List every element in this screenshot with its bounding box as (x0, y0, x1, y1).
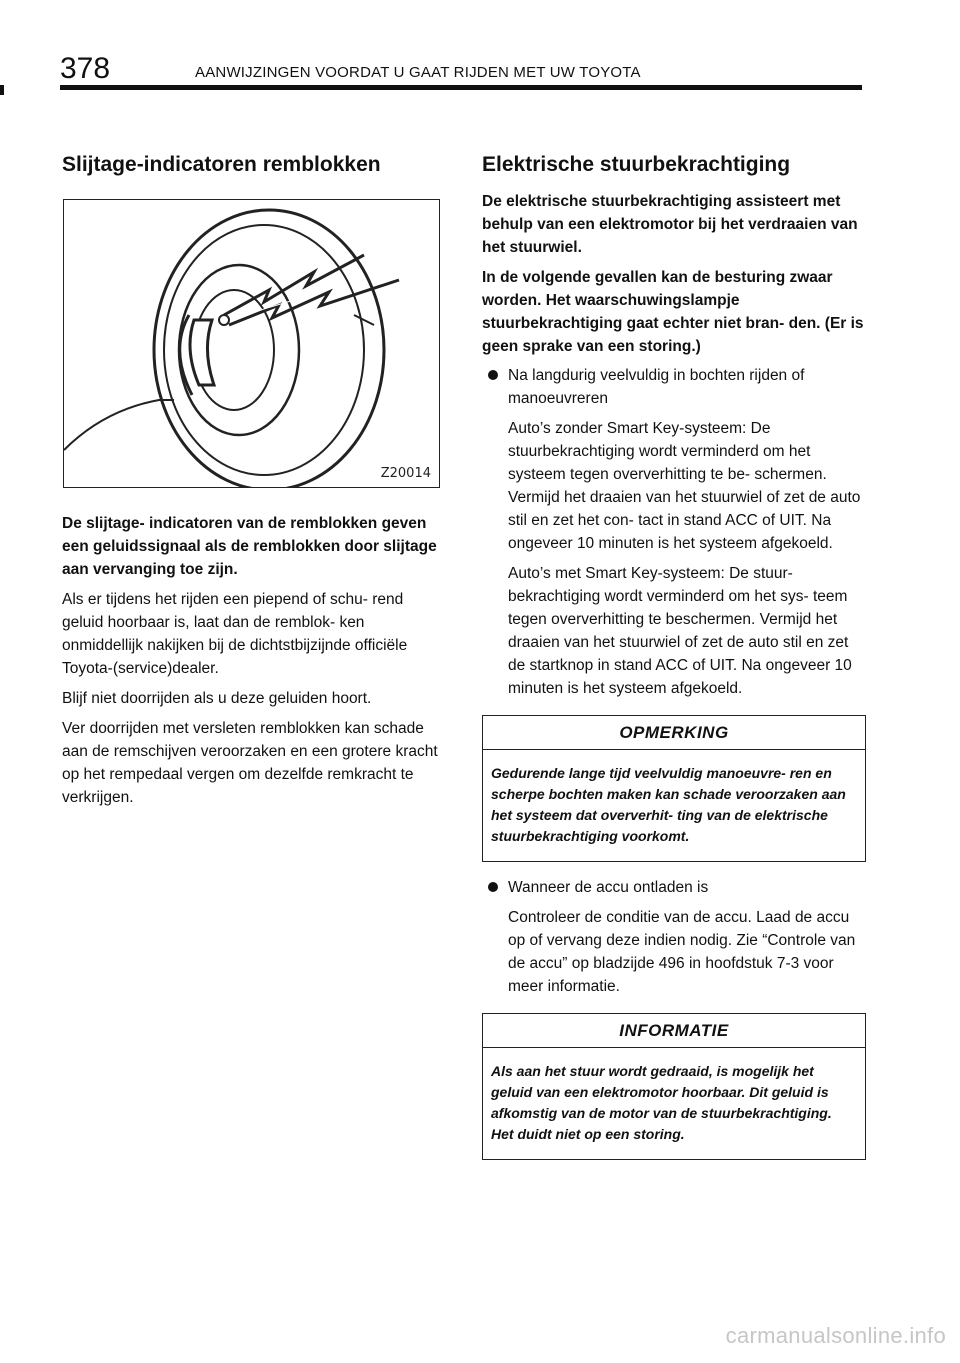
info-title: INFORMATIE (483, 1014, 865, 1048)
paragraph: Blijf niet doorrijden als u deze geluiden hoort. (62, 690, 372, 707)
brake-wear-illustration (63, 199, 440, 488)
info-box (482, 1013, 866, 1160)
margin-mark (0, 85, 4, 95)
page-number: 378 (60, 52, 111, 85)
list-item (482, 364, 866, 410)
section-heading-brake-pads: Slijtage‑indicatoren remblokken (62, 153, 381, 176)
list-item-text: Na langdurig veelvuldig in bochten rijden of manoeuvreren (508, 367, 805, 407)
brake-pads-lead: De slijtage‑ indicatoren van de remblokken geven een geluidssignaal als de remblokken door slijtage aan vervanging toe zijn. (62, 515, 437, 578)
list-item-text: Wanneer de accu ontladen is (508, 879, 709, 896)
sub-paragraph: Controleer de conditie van de accu. Laad de accu op of vervang deze indien nodig. Zie “Controle van de accu” op bladzijde 496 in hoofdstuk 7‑3 voor meer informatie. (508, 909, 856, 995)
info-text: Als aan het stuur wordt gedraaid, is mogelijk het geluid van een elektromotor hoorbaar. Dit geluid is afkomstig van de motor van de stuurbekrachtiging. Het duidt niet op een storing. (491, 1063, 832, 1142)
power-steering-lead: In de volgende gevallen kan de besturing zwaar worden. Het waarschuwingslampje stuurbekrachtiging gaat echter niet bran‑ den. (Er is geen sprake van een storing.) (482, 269, 864, 355)
bullet-icon (488, 882, 498, 892)
figure-code: Z20014 (380, 466, 431, 481)
section-heading-power-steering: Elektrische stuurbekrachtiging (482, 153, 791, 176)
bullet-icon (488, 370, 498, 380)
watermark: carmanualsonline.info (725, 1323, 946, 1348)
right-column (482, 150, 866, 1160)
left-column (62, 150, 442, 809)
sub-paragraph: Auto’s zonder Smart Key‑systeem: De stuurbekrachtiging wordt verminderd om het systeem tegen oververhitting te be‑ schermen. Vermijd het draaien van het stuurwiel of zet de auto stil en zet het con‑ tact in stand ACC of UIT. Na ongeveer 10 minuten is het systeem afgekoeld. (508, 420, 861, 552)
paragraph: Ver doorrijden met versleten remblokken kan schade aan de remschijven veroorzaken en een grotere kracht op het rempedaal vergen om dezelfde remkracht te verkrijgen. (62, 720, 438, 806)
notice-title: OPMERKING (483, 716, 865, 750)
running-title: AANWIJZINGEN VOORDAT U GAAT RIJDEN MET UW TOYOTA (195, 64, 641, 81)
sub-paragraph: Auto’s met Smart Key‑systeem: De stuur‑ bekrachtiging wordt verminderd om het sys‑ teem tegen oververhitting te beschermen. Vermijd het draaien van het stuurwiel of zet de auto stil en zet de startknop in stand ACC of UIT. Na ongeveer 10 minuten is het systeem afgekoeld. (508, 565, 852, 697)
header-rule (60, 85, 862, 90)
paragraph: Als er tijdens het rijden een piepend of schu‑ rend geluid hoorbaar is, laat dan de remblok‑ ken onmiddellijk nakijken bij de dichtstbijzijnde officiële Toyota‑(service)dealer. (62, 591, 408, 677)
brake-wheel-drawing (64, 200, 439, 487)
notice-box (482, 715, 866, 862)
notice-text: Gedurende lange tijd veelvuldig manoeuvre‑ ren en scherpe bochten maken kan schade veroorzaken aan het systeem dat oververhit‑ ting van de elektrische stuurbekrachtiging voorkomt. (491, 765, 846, 844)
list-item (482, 876, 866, 899)
power-steering-lead: De elektrische stuurbekrachtiging assisteert met behulp van een elektromotor bij het verdraaien van het stuurwiel. (482, 193, 858, 256)
